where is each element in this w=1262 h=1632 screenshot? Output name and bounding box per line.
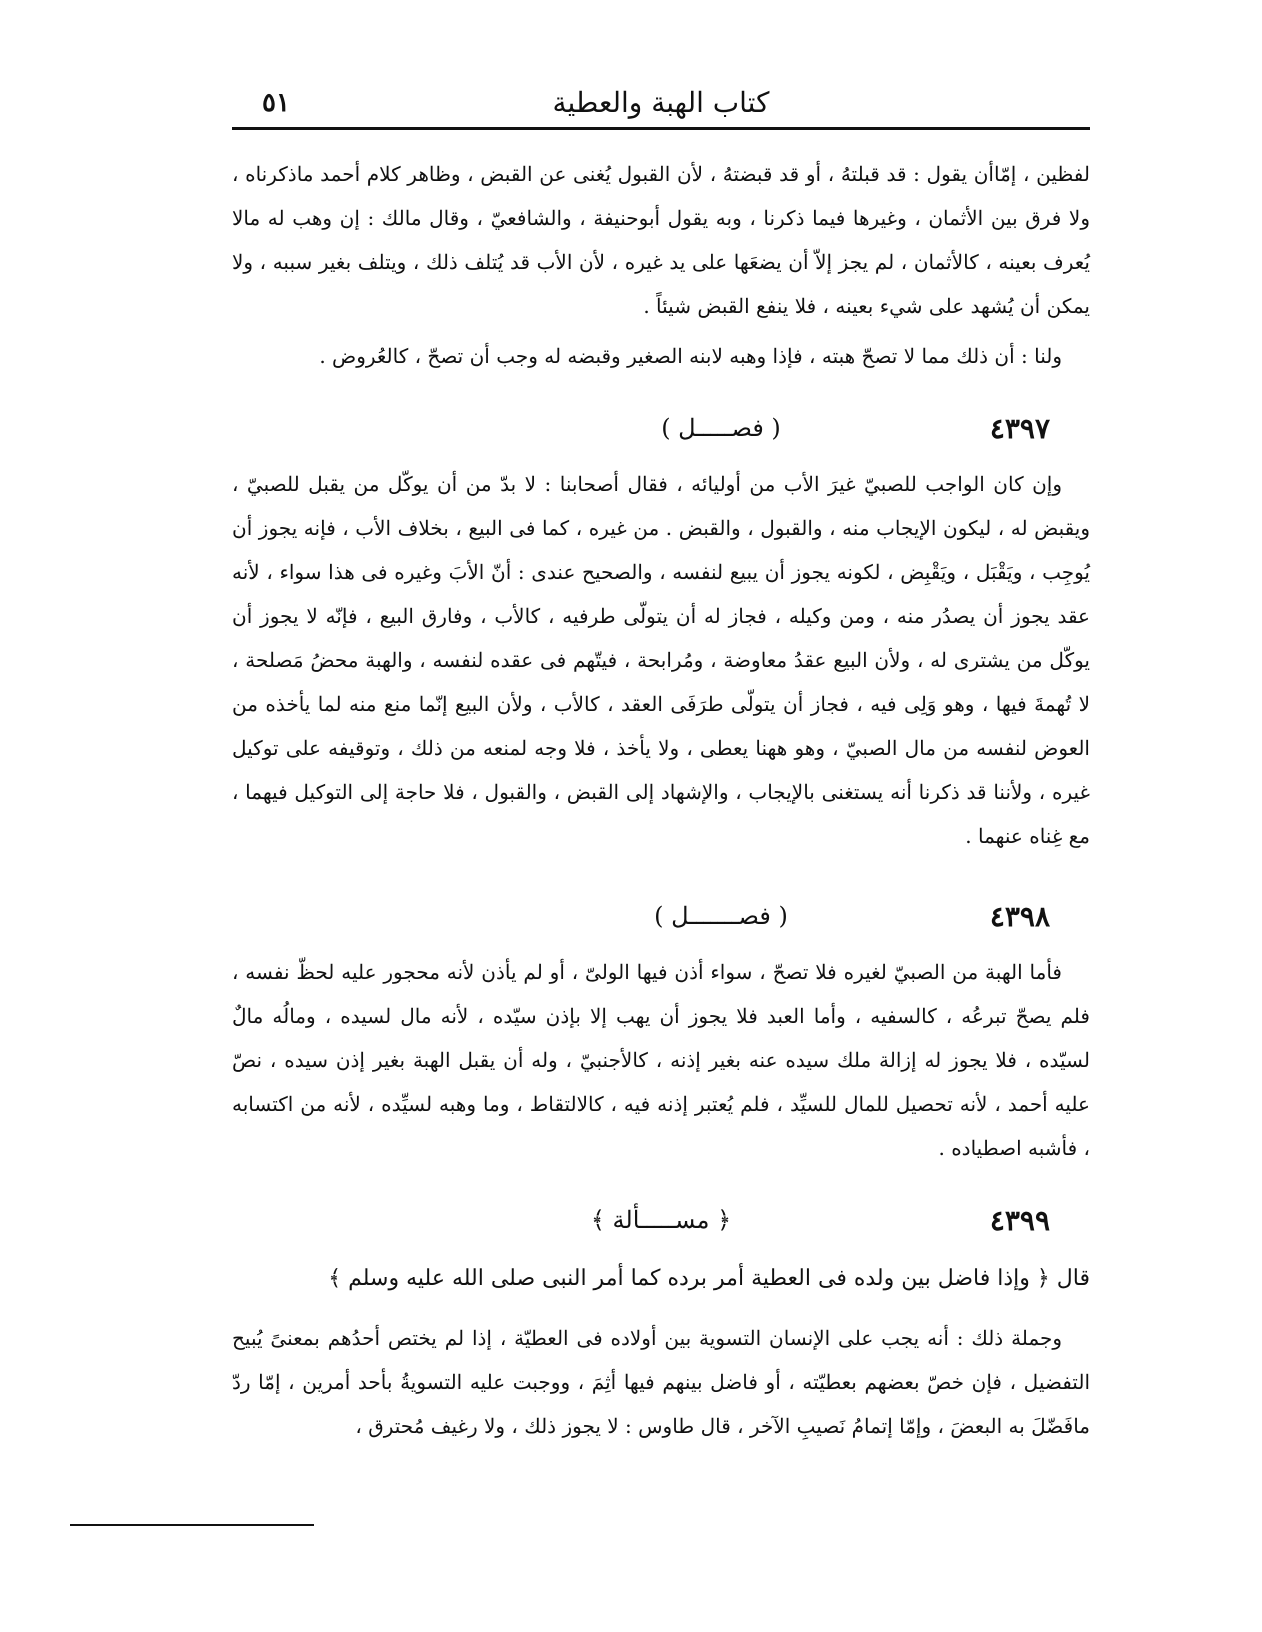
footnote-rule — [70, 1524, 314, 1526]
header-title: كتاب الهبة والعطية — [552, 86, 770, 119]
section-body-4397 — [232, 462, 1090, 858]
section-label: ﴿ مســـــألة ﴾ — [590, 1206, 732, 1234]
header-rule — [232, 127, 1090, 130]
running-header — [232, 82, 1090, 128]
section-heading-4397 — [232, 412, 1090, 452]
section-number: ٤٣٩٩ — [989, 1204, 1050, 1237]
section-text: وجملة ذلك : أنه يجب على الإنسان التسوية بين أولاده فى العطيّة ، إذا لم يختص أحدُهم بمعنىً يُبيح التفضيل ، فإن خصّ بعضهم بعطيّته ، أو فاضل بينهم فيها أثِمَ ، ووجبت عليه التسويةُ بأحد أمرين ، إمّا ردّ مافَضّلَ به البعضَ ، وإمّا إتمامُ نَصيبِ الآخر ، قال طاوس : لا يجوز ذلك ، ولا رغيف مُحترق ، — [232, 1326, 1090, 1438]
page-number: ٥١ — [262, 88, 290, 118]
section-text: وإن كان الواجب للصبيّ غيرَ الأب من أوليائه ، فقال أصحابنا : لا بدّ من أن يوكّل من يقبل للصبيّ ، ويقبض له ، ليكون الإيجاب منه ، والقبول ، والقبض . من غيره ، كما فى البيع ، بخلاف الأب ، فإنه يجوز أن يُوجِب ، ويَقْبَل ، ويَقْبِض ، لكونه يجوز أن يبيع لنفسه ، والصحيح عندى : أنّ الأبَ وغيره فى هذا سواء ، لأنه عقد يجوز أن يصدُر منه ، ومن وكيله ، فجاز له أن يتولّى طرفيه ، كالأب ، وفارق البيع ، فإنّه لا يجوز أن يوكّل من يشترى له ، ولأن البيع عقدُ معاوضة ، ومُرابحة ، فيتّهم فى عقده لنفسه ، والهبة محضُ مَصلحة ، لا تُهمةَ فيها ، وهو وَلِى فيه ، فجاز أن يتولّى طرَفَى العقد ، كالأب ، ولأن البيع إنّما منع منه لما يأخذه من العوض لنفسه من مال الصبيّ ، وهو ههنا يعطى ، ولا يأخذ ، فلا وجه لمنعه من ذلك ، وتوقيفه على توكيل غيره ، ولأننا قد ذكرنا أنه يستغنى بالإيجاب ، والإشهاد إلى القبض ، والقبول ، فلا حاجة إلى التوكيل فيهما ، مع غِناه عنهما . — [232, 472, 1090, 848]
section-number: ٤٣٩٧ — [989, 412, 1050, 445]
intro-second-text: ولنا : أن ذلك مما لا تصحّ هبته ، فإذا وهبه لابنه الصغير وقبضه له وجب أن تصحّ ، كالعُروض . — [319, 344, 1062, 368]
section-heading-4399 — [232, 1204, 1090, 1244]
intro-paragraph — [232, 152, 1090, 328]
section-number: ٤٣٩٨ — [989, 900, 1050, 933]
section-heading-4398 — [232, 900, 1090, 940]
section-label: ( فصـــــل ) — [661, 414, 781, 442]
section-label: ( فصـــــــل ) — [654, 902, 788, 930]
section-body-4399 — [232, 1316, 1090, 1448]
masala-statement: قال ﴿ وإذا فاضل بين ولده فى العطية أمر برده كما أمر النبى صلى الله عليه وسلم ﴾ — [328, 1266, 1090, 1291]
section-body-4398 — [232, 950, 1090, 1170]
intro-second-paragraph — [232, 334, 1090, 378]
section-text: فأما الهبة من الصبيّ لغيره فلا تصحّ ، سواء أذن فيها الولىّ ، أو لم يأذن لأنه محجور عليه لحظّ نفسه ، فلم يصحّ تبرعُه ، كالسفيه ، وأما العبد فلا يجوز أن يهب إلا بإذن سيّده ، لأنه مال لسيده ، ومالُه مالٌ لسيّده ، فلا يجوز له إزالة ملك سيده عنه بغير إذنه ، كالأجنبيّ ، وله أن يقبل الهبة بغير إذن سيده ، نصّ عليه أحمد ، لأنه تحصيل للمال للسيِّد ، فلم يُعتبر إذنه فيه ، كالالتقاط ، وما وهبه لسيِّده ، لأنه من اكتسابه ، فأشبه اصطياده . — [232, 960, 1090, 1160]
intro-text: لفظين ، إمّاأن يقول : قد قبلتهُ ، أو قد قبضتهُ ، لأن القبول يُغنى عن القبض ، وظاهر كلام أحمد ماذكرناه ، ولا فرق بين الأثمان ، وغيرها فيما ذكرنا ، وبه يقول أبوحنيفة ، والشافعيّ ، وقال مالك : إن وهب له مالا يُعرف بعينه ، كالأثمان ، لم يجز إلاّ أن يضعَها على يد غيره ، لأن الأب قد يُتلف ذلك ، ويتلف بغير سببه ، ولا يمكن أن يُشهد على شيء بعينه ، فلا ينفع القبض شيئاً . — [232, 162, 1090, 318]
